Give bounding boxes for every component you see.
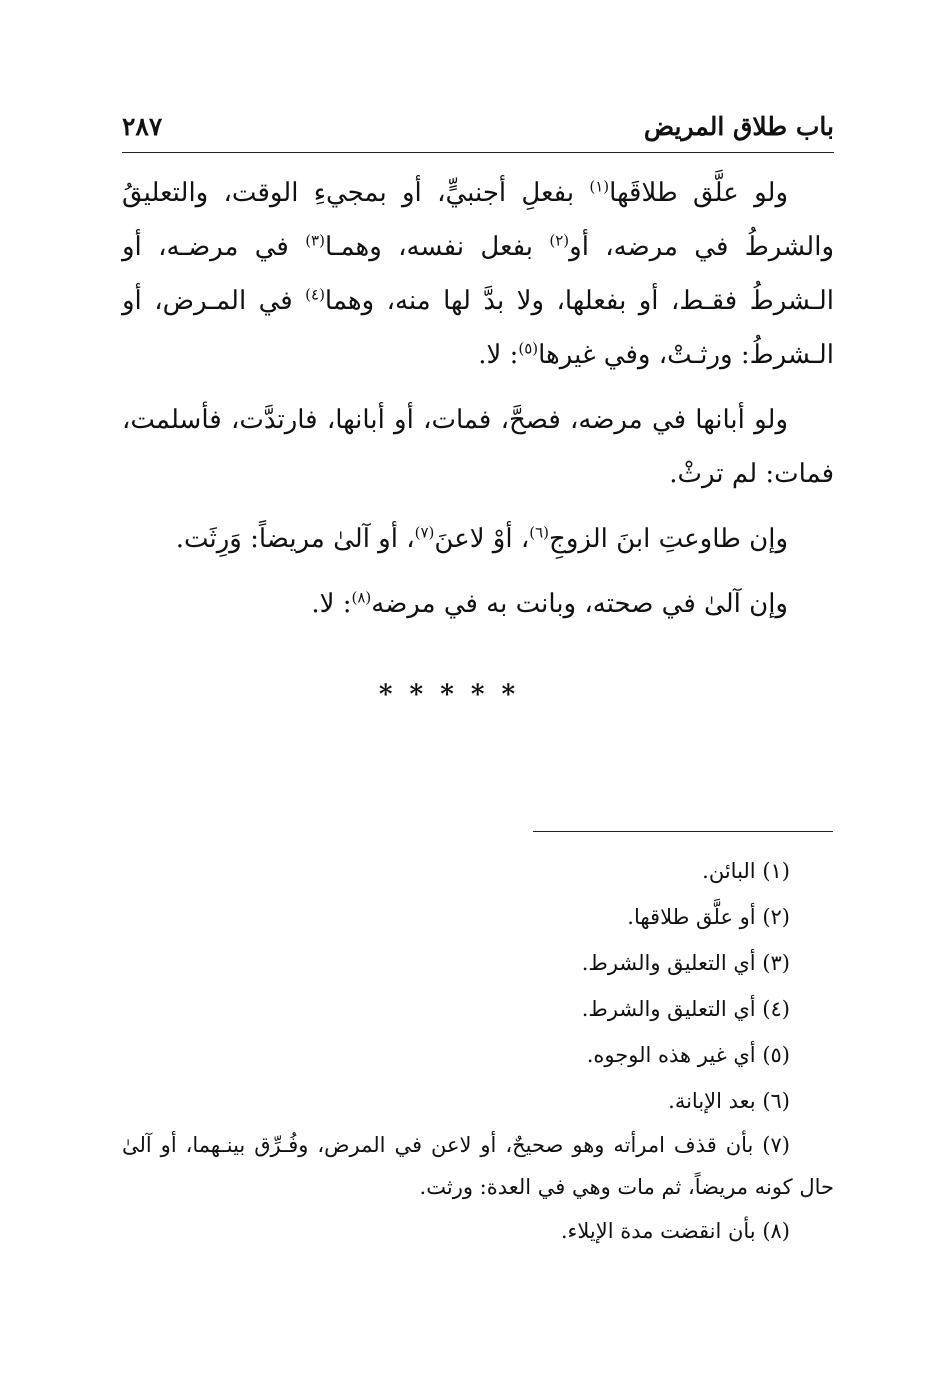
section-separator: * * * * * — [378, 680, 520, 710]
chapter-title: باب طلاق المريض — [643, 112, 834, 141]
page-number: ٢٨٧ — [122, 112, 163, 141]
text-run: في المـرض، أو الـشرطُ: ورثـتْ، وفي غيرها — [122, 286, 834, 370]
footnote-item: (٢) أو علَّق طلاقها. — [627, 905, 790, 929]
footnote-ref: (٤) — [305, 285, 325, 304]
footnote-item: (٧) بأن قذف امرأته وهو صحيحٌ، أو لاعن في المرض، وفُـرِّق بينـهما، أو آلىٰ حال كونه مريضاً، ثم مات وهي في العدة: ورثت. — [122, 1133, 834, 1199]
footnote-ref: (٧) — [414, 523, 435, 542]
paragraph-1 — [122, 166, 834, 382]
footnote-ref: (٨) — [351, 588, 372, 607]
main-text — [122, 166, 834, 642]
text-run: بفعلِ أجنبيٍّ، أو بمجيءِ الوقت، والتعليقُ والشرطُ في مرضه، أو — [122, 178, 834, 262]
footnote-item: (٣) أي التعليق والشرط. — [581, 951, 790, 975]
paragraph-3 — [122, 512, 788, 566]
text-run: في مرضـه، أو الـشرطُ فقـط، أو بفعلها، ولا بدَّ لها منه، وهما — [122, 232, 834, 316]
text-run: : لا. — [311, 589, 352, 619]
text-run: ، أو آلىٰ مريضاً: وَرِثَت. — [175, 524, 415, 554]
text-run: ولو علَّق طلاقَها — [609, 178, 788, 208]
text-run: وإن آلىٰ في صحته، وبانت به في مرضه — [371, 589, 788, 619]
footnote-ref: (٥) — [518, 339, 539, 358]
text-run: : لا. — [478, 340, 519, 370]
footnote-ref: (١) — [589, 177, 610, 196]
paragraph-4 — [122, 577, 788, 631]
text-run: وإن طاوعتِ ابنَ الزوجِ — [549, 524, 788, 554]
footnote-item: (١) البائن. — [702, 859, 790, 883]
footnote-item: (٨) بأن انقضت مدة الإيلاء. — [560, 1219, 790, 1243]
footnote-divider — [533, 831, 833, 832]
footnote-ref: (٣) — [305, 231, 325, 250]
paragraph-2: ولو أبانها في مرضه، فصحَّ، فمات، أو أبانها، فارتدَّت، فأسلمت، فمات: لم ترثْ. — [122, 405, 834, 489]
text-run: بفعل نفسه، وهمـا — [324, 232, 550, 262]
text-run: ، أوْ لاعنَ — [434, 524, 530, 554]
footnote-item: (٤) أي التعليق والشرط. — [581, 997, 790, 1021]
page-header — [122, 104, 834, 153]
footnotes — [122, 848, 834, 1254]
footnote-ref: (٢) — [549, 231, 570, 250]
footnote-ref: (٦) — [529, 523, 550, 542]
footnote-item: (٥) أي غير هذه الوجوه. — [586, 1043, 790, 1067]
footnote-item: (٦) بعد الإبانة. — [668, 1089, 790, 1113]
